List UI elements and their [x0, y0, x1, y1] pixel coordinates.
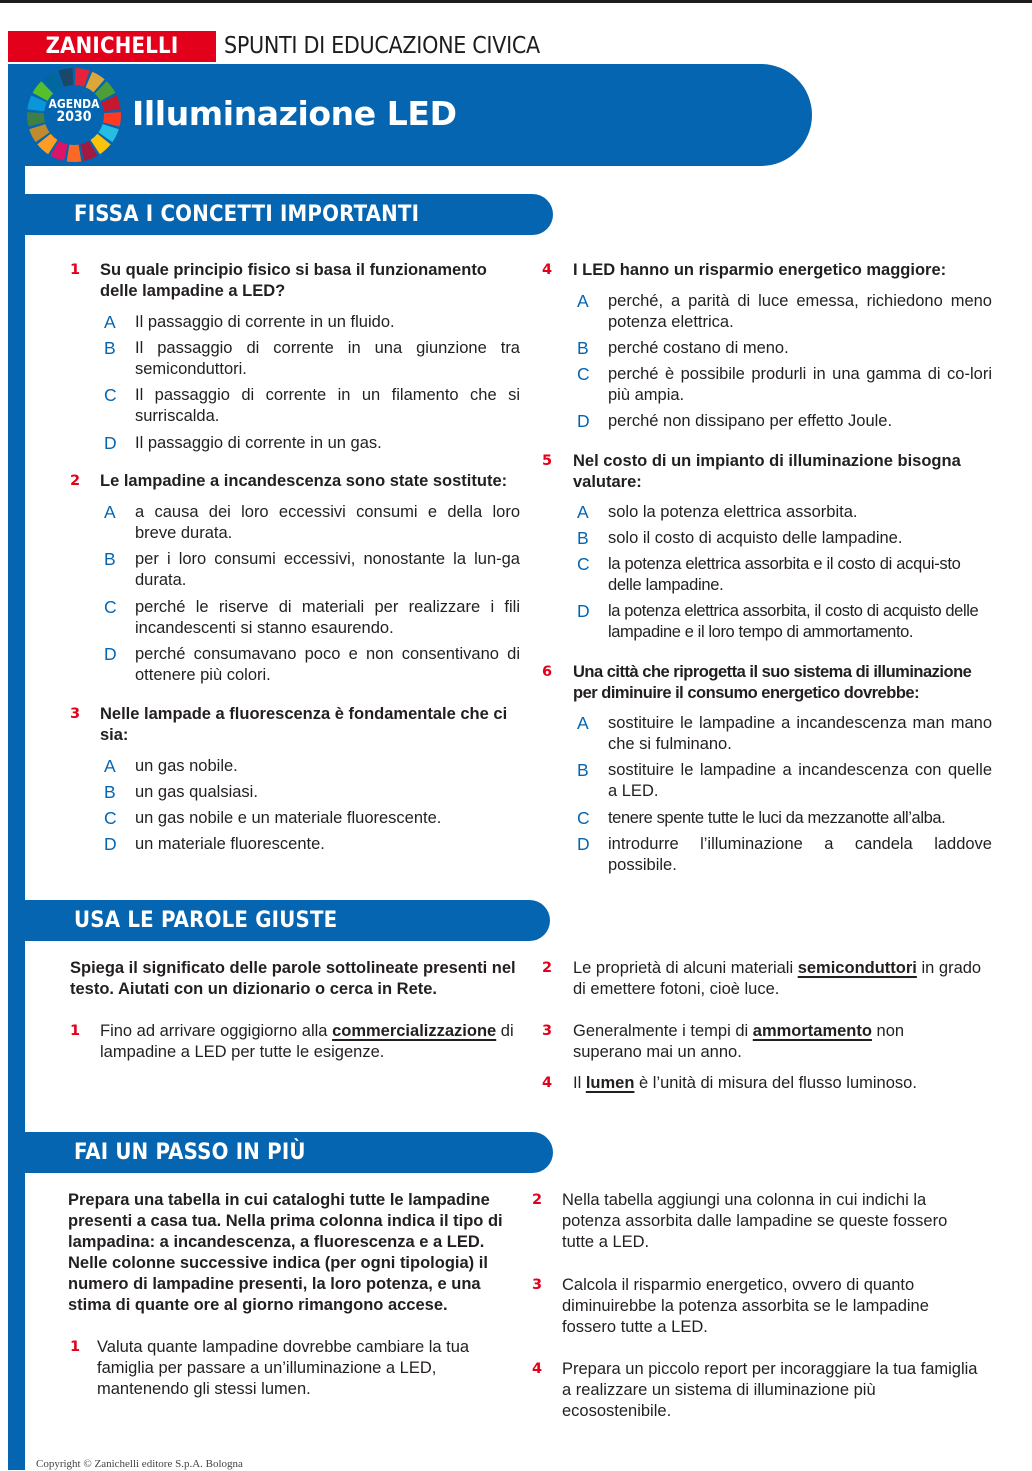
question-number: 2 — [70, 473, 81, 489]
publisher-logo: ZANICHELLI — [8, 31, 216, 62]
option-letter: D — [104, 834, 117, 854]
option-letter: D — [577, 834, 590, 854]
item-number: 2 — [542, 960, 553, 976]
question-4 — [538, 260, 998, 281]
option-letter: A — [104, 756, 116, 776]
option-text: sostituire le lampadine a incandescenza man mano che si fulminano. — [608, 714, 992, 753]
section-header-more: FAI UN PASSO IN PIÙ — [8, 1132, 553, 1173]
question-3-options — [104, 756, 522, 861]
more-item-2 — [528, 1190, 988, 1253]
more-item-4 — [528, 1359, 988, 1422]
sentence-start: Le proprietà di alcuni materiali — [573, 959, 798, 977]
question-number: 5 — [542, 453, 553, 469]
word-item-4 — [538, 1073, 998, 1094]
underlined-word: commercializzazione — [332, 1022, 497, 1040]
option-letter: C — [104, 808, 117, 828]
option-text: un gas nobile e un materiale fluorescente. — [135, 809, 442, 827]
item-number: 4 — [532, 1361, 543, 1377]
sentence-end: è l’unità di misura del flusso luminoso. — [634, 1074, 917, 1092]
option-letter: A — [104, 502, 116, 522]
item-number: 3 — [532, 1277, 543, 1293]
sentence-end: non superano mai un anno. — [573, 1022, 905, 1061]
option-letter: C — [577, 364, 590, 384]
question-text: I LED hanno un risparmio energetico maggiore: — [573, 261, 947, 279]
word-sentence — [573, 1021, 973, 1063]
option-text: perché costano di meno. — [608, 339, 789, 357]
option-letter: A — [577, 713, 589, 733]
question-1-options — [104, 312, 522, 452]
option-text: Il passaggio di corrente in un fluido. — [135, 313, 395, 331]
word-sentence — [573, 1073, 993, 1094]
underlined-word: lumen — [585, 1074, 635, 1092]
option-letter: D — [104, 433, 117, 453]
option-text: a causa dei loro eccessivi consumi e della loro breve durata. — [135, 503, 520, 542]
question-3 — [66, 704, 526, 746]
option-letter: C — [104, 385, 117, 405]
question-2-options — [104, 502, 522, 692]
option-text: la potenza elettrica assorbita, il costo di acquisto delle lampadine e il loro tempo di ammortamento. — [608, 602, 979, 641]
agenda-label-line2: 2030 — [56, 109, 92, 125]
option-text: Il passaggio di corrente in un gas. — [135, 434, 382, 452]
item-text: Valuta quante lampadine dovrebbe cambiare la tua famiglia per passare a un’illuminazione a LED, mantenendo gli stessi lumen. — [97, 1338, 470, 1398]
sentence-end: in grado di emettere fotoni, cioè luce. — [573, 959, 982, 998]
more-instructions: Prepara una tabella in cui cataloghi tutte le lampadine presenti a casa tua. Nella prima colonna indica il tipo di lampadina: a incandescenza, a fluorescenza e a LED. Nelle colonne successive indica (per ogni tipologia) il numero di lampadine presenti, la loro potenza, e una stima di quante ore al giorno rimangono accese. — [68, 1191, 503, 1314]
question-6-options — [577, 713, 995, 883]
more-item-3 — [528, 1275, 988, 1338]
option-letter: A — [577, 291, 589, 311]
agenda-2030-label — [38, 98, 110, 124]
word-sentence — [100, 1021, 520, 1063]
option-text: perché consumavano poco e non consentivano di ottenere più colori. — [135, 645, 520, 684]
option-letter: A — [104, 312, 116, 332]
option-text: Il passaggio di corrente in un filamento che si surriscalda. — [135, 386, 520, 425]
words-instructions: Spiega il significato delle parole sottolineate presenti nel testo. Aiutati con un dizionario o cerca in Rete. — [70, 959, 516, 998]
option-letter: C — [577, 554, 590, 574]
option-letter: D — [577, 411, 590, 431]
question-4-options — [577, 291, 995, 436]
option-letter: D — [104, 644, 117, 664]
copyright: Copyright © Zanichelli editore S.p.A. Bologna — [36, 1458, 243, 1470]
page-title: Illuminazione LED — [132, 94, 457, 133]
option-letter: B — [577, 338, 589, 358]
option-letter: B — [577, 760, 589, 780]
option-letter: D — [577, 601, 590, 621]
question-text: Nel costo di un impianto di illuminazione bisogna valutare: — [573, 452, 961, 491]
option-letter: B — [104, 782, 116, 802]
option-letter: B — [104, 338, 116, 358]
item-number: 2 — [532, 1192, 543, 1208]
option-text: un gas qualsiasi. — [135, 783, 258, 801]
sentence-start: Generalmente i tempi di — [573, 1022, 753, 1040]
question-text: Le lampadine a incandescenza sono state sostitute: — [100, 472, 508, 490]
question-5-options — [577, 502, 995, 647]
sentence-end: di lampadine a LED per tutte le esigenze. — [100, 1022, 514, 1061]
question-number: 4 — [542, 262, 553, 278]
option-text: perché, a parità di luce emessa, richiedono meno potenza elettrica. — [608, 292, 992, 331]
wheel-segment — [67, 145, 81, 162]
sentence-start: Fino ad arrivare oggigiorno alla — [100, 1022, 333, 1040]
word-sentence — [573, 958, 983, 1000]
item-number: 1 — [70, 1339, 81, 1355]
item-text: Calcola il risparmio energetico, ovvero di quanto diminuirebbe la potenza assorbita se le lampadine fossero tutte a LED. — [562, 1276, 929, 1336]
item-text: Prepara un piccolo report per incoraggiare la tua famiglia a realizzare un sistema di illuminazione più ecosostenibile. — [562, 1360, 978, 1420]
option-text: tenere spente tutte le luci da mezzanotte all’alba. — [608, 809, 946, 827]
option-text: perché le riserve di materiali per realizzare i fili incandescenti si stanno esaurendo. — [135, 598, 520, 637]
option-letter: B — [577, 528, 589, 548]
question-text: Nelle lampade a fluorescenza è fondamentale che ci sia: — [100, 705, 508, 744]
option-text: solo il costo di acquisto delle lampadine. — [608, 529, 903, 547]
option-text: perché è possibile produrli in una gamma di co-lori più ampia. — [608, 365, 992, 404]
question-number: 1 — [70, 262, 81, 278]
option-text: per i loro consumi eccessivi, nonostante la lun-ga durata. — [135, 550, 520, 589]
option-text: solo la potenza elettrica assorbita. — [608, 503, 858, 521]
option-letter: A — [577, 502, 589, 522]
section-header-concepts: FISSA I CONCETTI IMPORTANTI — [8, 194, 553, 235]
sentence-start: Il — [573, 1074, 586, 1092]
question-text: Su quale principio fisico si basa il funzionamento delle lampadine a LED? — [100, 261, 487, 300]
item-number: 1 — [70, 1023, 81, 1039]
word-item-3 — [538, 1021, 998, 1063]
option-text: Il passaggio di corrente in una giunzione tra semiconduttori. — [135, 339, 520, 378]
option-text: un materiale fluorescente. — [135, 835, 325, 853]
question-text: Una città che riprogetta il suo sistema di illuminazione per diminuire il consumo energetico dovrebbe: — [573, 663, 972, 702]
option-text: la potenza elettrica assorbita e il costo di acqui-sto delle lampadine. — [608, 555, 961, 594]
word-item-2 — [538, 958, 998, 1000]
agenda-label-line1: AGENDA — [48, 97, 100, 111]
option-text: perché non dissipano per effetto Joule. — [608, 412, 893, 430]
option-text: introdurre l’illuminazione a candela laddove possibile. — [608, 835, 992, 874]
section-header-words: USA LE PAROLE GIUSTE — [8, 900, 550, 941]
question-1 — [66, 260, 526, 302]
item-number: 3 — [542, 1023, 553, 1039]
option-letter: B — [104, 549, 116, 569]
option-text: un gas nobile. — [135, 757, 238, 775]
option-letter: C — [104, 597, 117, 617]
option-letter: C — [577, 808, 590, 828]
top-rule — [0, 0, 1032, 3]
option-text: sostituire le lampadine a incandescenza con quelle a LED. — [608, 761, 992, 800]
question-number: 6 — [542, 664, 553, 680]
question-6 — [538, 662, 998, 704]
left-accent-bar — [8, 166, 25, 1470]
item-text: Nella tabella aggiungi una colonna in cui indichi la potenza assorbita dalle lampadine se queste fossero tutte a LED. — [562, 1191, 948, 1251]
item-number: 4 — [542, 1075, 553, 1091]
more-item-1 — [66, 1337, 526, 1400]
underlined-word: ammortamento — [752, 1022, 872, 1040]
word-item-1 — [66, 1021, 526, 1063]
question-5 — [538, 451, 998, 493]
question-2 — [66, 471, 526, 492]
question-number: 3 — [70, 706, 81, 722]
underlined-word: semiconduttori — [797, 959, 917, 977]
series-title: SPUNTI DI EDUCAZIONE CIVICA — [224, 33, 540, 59]
